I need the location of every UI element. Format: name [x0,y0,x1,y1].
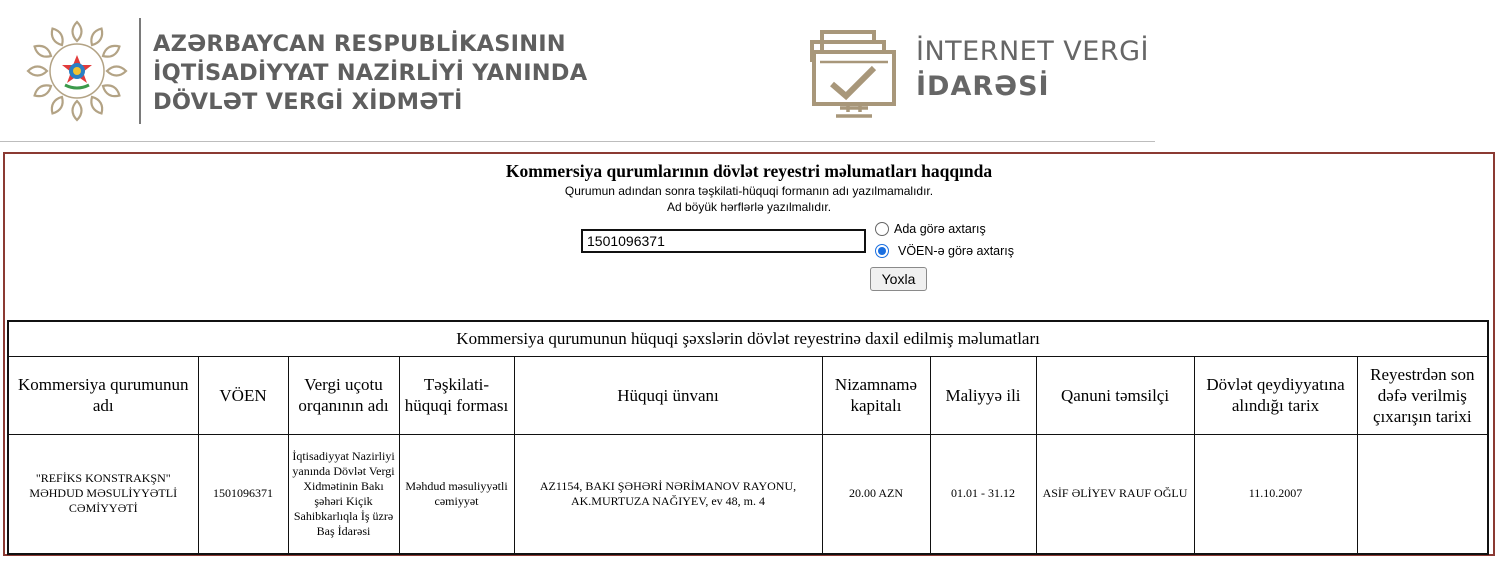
organization-name-line-2: İQTİSADİYYAT NAZİRLİYİ YANINDA [153,60,588,86]
column-header-representative: Qanuni təmsilçi [1036,356,1194,434]
cell-fiscal-year: 01.01 - 31.12 [930,434,1036,554]
service-name-line-2: İDARƏSİ [916,71,1050,102]
state-emblem-logo[interactable] [24,18,130,124]
organization-name-line-1: AZƏRBAYCAN RESPUBLİKASININ [153,31,566,57]
radio-search-by-voen-label: VÖEN-ə görə axtarış [898,244,1015,258]
cell-tax-authority: İqtisadiyyat Nazirliyi yanında Dövlət Vergi Xidmətinin Bakı şəhəri Kiçik Sahibkarlıqla İş üzrə Baş İdarəsi [288,434,399,554]
registry-search-panel [3,152,1495,556]
search-input[interactable] [581,229,866,253]
cell-registration-date: 11.10.2007 [1194,434,1357,554]
cell-address: AZ1154, BAKI ŞƏHƏRİ NƏRİMANOV RAYONU, AK.MURTUZA NAĞIYEV, ev 48, m. 4 [514,434,822,554]
column-header-legal-form: Təşkilati-hüquqi forması [399,356,514,434]
column-header-capital: Nizamnamə kapitalı [822,356,930,434]
results-caption: Kommersiya qurumunun hüquqi şəxslərin dövlət reyestrinə daxil edilmiş məlumatları [8,321,1488,356]
search-note-2: Ad böyük hərflərlə yazılmalıdır. [666,200,832,214]
cell-voen: 1501096371 [198,434,288,554]
service-name [916,34,1149,104]
cell-company-name: "REFİKS KONSTRAKŞN" MƏHDUD MƏSULİYYƏTLİ CƏMİYYƏTİ [8,434,198,554]
page-title: Kommersiya qurumlarının dövlət reyestri məlumatları haqqında [505,161,993,181]
organization-name [153,30,587,117]
search-note-1: Qurumun adından sonra təşkilati-hüquqi formanın adı yazılmamalıdır. [564,184,934,198]
column-header-fiscal-year: Maliyyə ili [930,356,1036,434]
radio-search-by-name[interactable] [875,222,986,236]
site-header [0,0,1500,143]
header-separator [0,141,1155,142]
results-table [7,320,1489,555]
column-header-registration-date: Dövlət qeydiyyatına alındığı tarix [1194,356,1357,434]
cell-legal-form: Məhdud məsuliyyətli cəmiyyət [399,434,514,554]
table-row [8,434,1488,554]
radio-search-by-name-label: Ada görə axtarış [894,222,986,236]
column-header-voen: VÖEN [198,356,288,434]
cell-capital: 20.00 AZN [822,434,930,554]
table-header-row [8,356,1488,434]
internet-tax-office-logo[interactable] [808,22,900,122]
cell-representative: ASİF ƏLİYEV RAUF OĞLU [1036,434,1194,554]
results-caption-row [8,321,1488,356]
cell-last-extract-date [1357,434,1488,554]
column-header-last-extract-date: Reyestrdən son dəfə verilmiş çıxarışın tarixi [1357,356,1488,434]
service-name-line-1: İNTERNET VERGİ [916,36,1149,67]
column-header-tax-authority: Vergi uçotu orqanının adı [288,356,399,434]
header-divider [139,18,141,124]
organization-name-line-3: DÖVLƏT VERGİ XİDMƏTİ [153,89,463,115]
column-header-company-name: Kommersiya qurumunun adı [8,356,198,434]
radio-search-by-voen-circle[interactable] [875,244,889,258]
radio-search-by-voen[interactable] [875,244,1014,258]
column-header-address: Hüquqi ünvanı [514,356,822,434]
radio-search-by-name-circle[interactable] [875,222,889,236]
check-button[interactable]: Yoxla [870,267,927,291]
